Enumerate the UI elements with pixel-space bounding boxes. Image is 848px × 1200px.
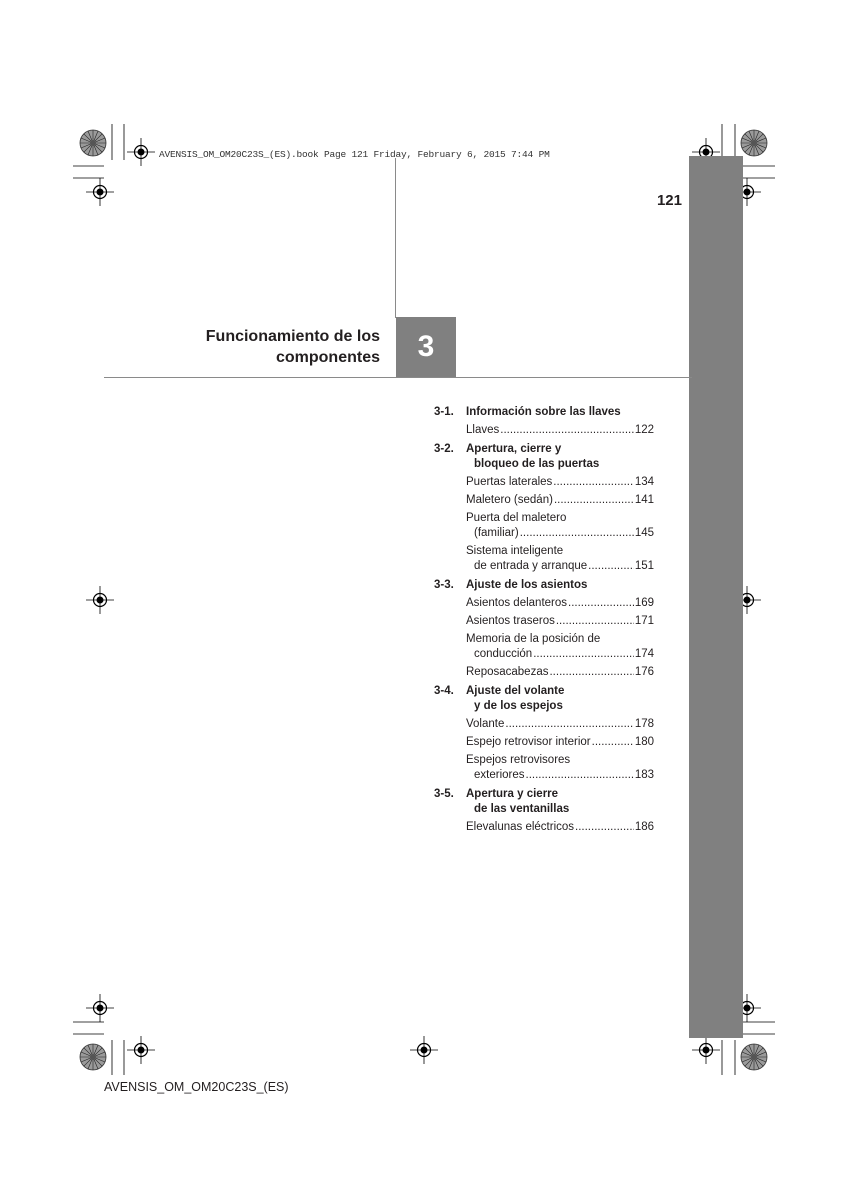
- toc-entry-label-line: Sistema inteligente: [466, 545, 564, 557]
- chapter-title-line: componentes: [275, 349, 380, 366]
- toc-page-number: 122: [634, 424, 654, 436]
- toc-entry-label: Espejo retrovisor interior: [466, 736, 591, 748]
- registration-mark-icon: [692, 1036, 720, 1064]
- toc-page-number: 178: [634, 718, 654, 730]
- toc-entry-label: Llaves: [466, 424, 500, 436]
- toc-section: [434, 578, 654, 680]
- toc-section-title-line: Información sobre las llaves: [466, 406, 621, 418]
- registration-mark-icon: [86, 586, 114, 614]
- toc-entry-label: (familiar): [474, 527, 519, 539]
- toc-section: [434, 684, 654, 783]
- toc-entry-label: de entrada y arranque: [474, 560, 588, 572]
- toc-section-number: 3-2.: [434, 443, 454, 455]
- toc-leader-dots: [526, 768, 634, 783]
- toc-page-number: 183: [634, 769, 654, 781]
- toc-section-title: [466, 578, 654, 593]
- chapter-rule: [104, 377, 692, 378]
- toc-entry-label: Reposacabezas: [466, 666, 549, 678]
- toc-entry-label-line: Espejos retrovisores: [466, 754, 571, 766]
- registration-mark-icon: [127, 138, 155, 166]
- toc-entry[interactable]: [466, 665, 654, 680]
- toc-section-title: [466, 442, 654, 472]
- toc-entry[interactable]: [466, 632, 654, 662]
- toc-section-number: 3-5.: [434, 788, 454, 800]
- toc-section: [434, 405, 654, 438]
- toc-entry[interactable]: [466, 735, 654, 750]
- toc-entry[interactable]: [466, 596, 654, 611]
- toc-leader-dots: [549, 665, 633, 680]
- toc-section-title-line: de las ventanillas: [474, 803, 570, 815]
- toc-entry[interactable]: [466, 475, 654, 490]
- toc-entry[interactable]: [466, 614, 654, 629]
- color-wheel-icon: [80, 130, 106, 156]
- toc-entry-label-line: Memoria de la posición de: [466, 633, 601, 645]
- table-of-contents: [434, 405, 654, 835]
- toc-leader-dots: [592, 735, 634, 750]
- toc-leader-dots: [520, 526, 634, 541]
- toc-leader-dots: [588, 559, 634, 574]
- toc-page-number: 151: [634, 560, 654, 572]
- chapter-side-tab: [689, 156, 743, 1038]
- registration-mark-icon: [127, 1036, 155, 1064]
- page-number: 121: [656, 192, 682, 209]
- toc-entry-label: Maletero (sedán): [466, 494, 553, 506]
- toc-entry[interactable]: [466, 717, 654, 732]
- toc-section-title-line: Apertura y cierre: [466, 788, 559, 800]
- toc-leader-dots: [553, 475, 634, 490]
- toc-section: [434, 442, 654, 574]
- toc-section-number: 3-1.: [434, 406, 454, 418]
- toc-section-number: 3-4.: [434, 685, 454, 697]
- toc-section-title: [466, 405, 654, 420]
- toc-leader-dots: [505, 717, 633, 732]
- vertical-divider: [395, 158, 396, 318]
- toc-section-number: 3-3.: [434, 579, 454, 591]
- toc-entry-label: exteriores: [474, 769, 525, 781]
- toc-leader-dots: [556, 614, 634, 629]
- toc-leader-dots: [575, 820, 634, 835]
- color-wheel-icon: [80, 1044, 106, 1070]
- chapter-title-line: Funcionamiento de los: [205, 328, 380, 345]
- toc-entry-label: Asientos delanteros: [466, 597, 568, 609]
- color-wheel-icon: [741, 1044, 767, 1070]
- toc-section-title: [466, 684, 654, 714]
- chapter-title: [150, 326, 380, 368]
- toc-entry[interactable]: [466, 511, 654, 541]
- toc-page-number: 176: [634, 666, 654, 678]
- footer-code: AVENSIS_OM_OM20C23S_(ES): [104, 1080, 289, 1094]
- registration-mark-icon: [86, 178, 114, 206]
- print-info-line: AVENSIS_OM_OM20C23S_(ES).book Page 121 Friday, February 6, 2015 7:44 PM: [159, 149, 550, 160]
- toc-entry-label: Elevalunas eléctricos: [466, 821, 575, 833]
- toc-page-number: 141: [634, 494, 654, 506]
- toc-entry-label: conducción: [474, 648, 533, 660]
- toc-page-number: 174: [634, 648, 654, 660]
- toc-entry-label: Volante: [466, 718, 505, 730]
- toc-page-number: 145: [634, 527, 654, 539]
- toc-section-title-line: bloqueo de las puertas: [474, 458, 600, 470]
- chapter-number-box: 3: [396, 317, 456, 377]
- toc-leader-dots: [533, 647, 634, 662]
- toc-page-number: 169: [634, 597, 654, 609]
- toc-section-title: [466, 787, 654, 817]
- toc-page-number: 134: [634, 476, 654, 488]
- toc-entry[interactable]: [466, 544, 654, 574]
- toc-entry-label: Puertas laterales: [466, 476, 553, 488]
- toc-leader-dots: [500, 423, 634, 438]
- toc-entry-label-line: Puerta del maletero: [466, 512, 567, 524]
- toc-section-title-line: Apertura, cierre y: [466, 443, 562, 455]
- toc-entry[interactable]: [466, 820, 654, 835]
- toc-section-title-line: y de los espejos: [474, 700, 563, 712]
- toc-leader-dots: [554, 493, 634, 508]
- toc-section-title-line: Ajuste del volante: [466, 685, 565, 697]
- toc-page-number: 180: [634, 736, 654, 748]
- toc-entry-label: Asientos traseros: [466, 615, 555, 627]
- toc-leader-dots: [568, 596, 634, 611]
- toc-entry[interactable]: [466, 493, 654, 508]
- registration-mark-icon: [410, 1036, 438, 1064]
- toc-page-number: 171: [634, 615, 654, 627]
- registration-mark-icon: [86, 994, 114, 1022]
- toc-entry[interactable]: [466, 753, 654, 783]
- toc-page-number: 186: [634, 821, 654, 833]
- toc-section: [434, 787, 654, 835]
- toc-section-title-line: Ajuste de los asientos: [466, 579, 588, 591]
- color-wheel-icon: [741, 130, 767, 156]
- toc-entry[interactable]: [466, 423, 654, 438]
